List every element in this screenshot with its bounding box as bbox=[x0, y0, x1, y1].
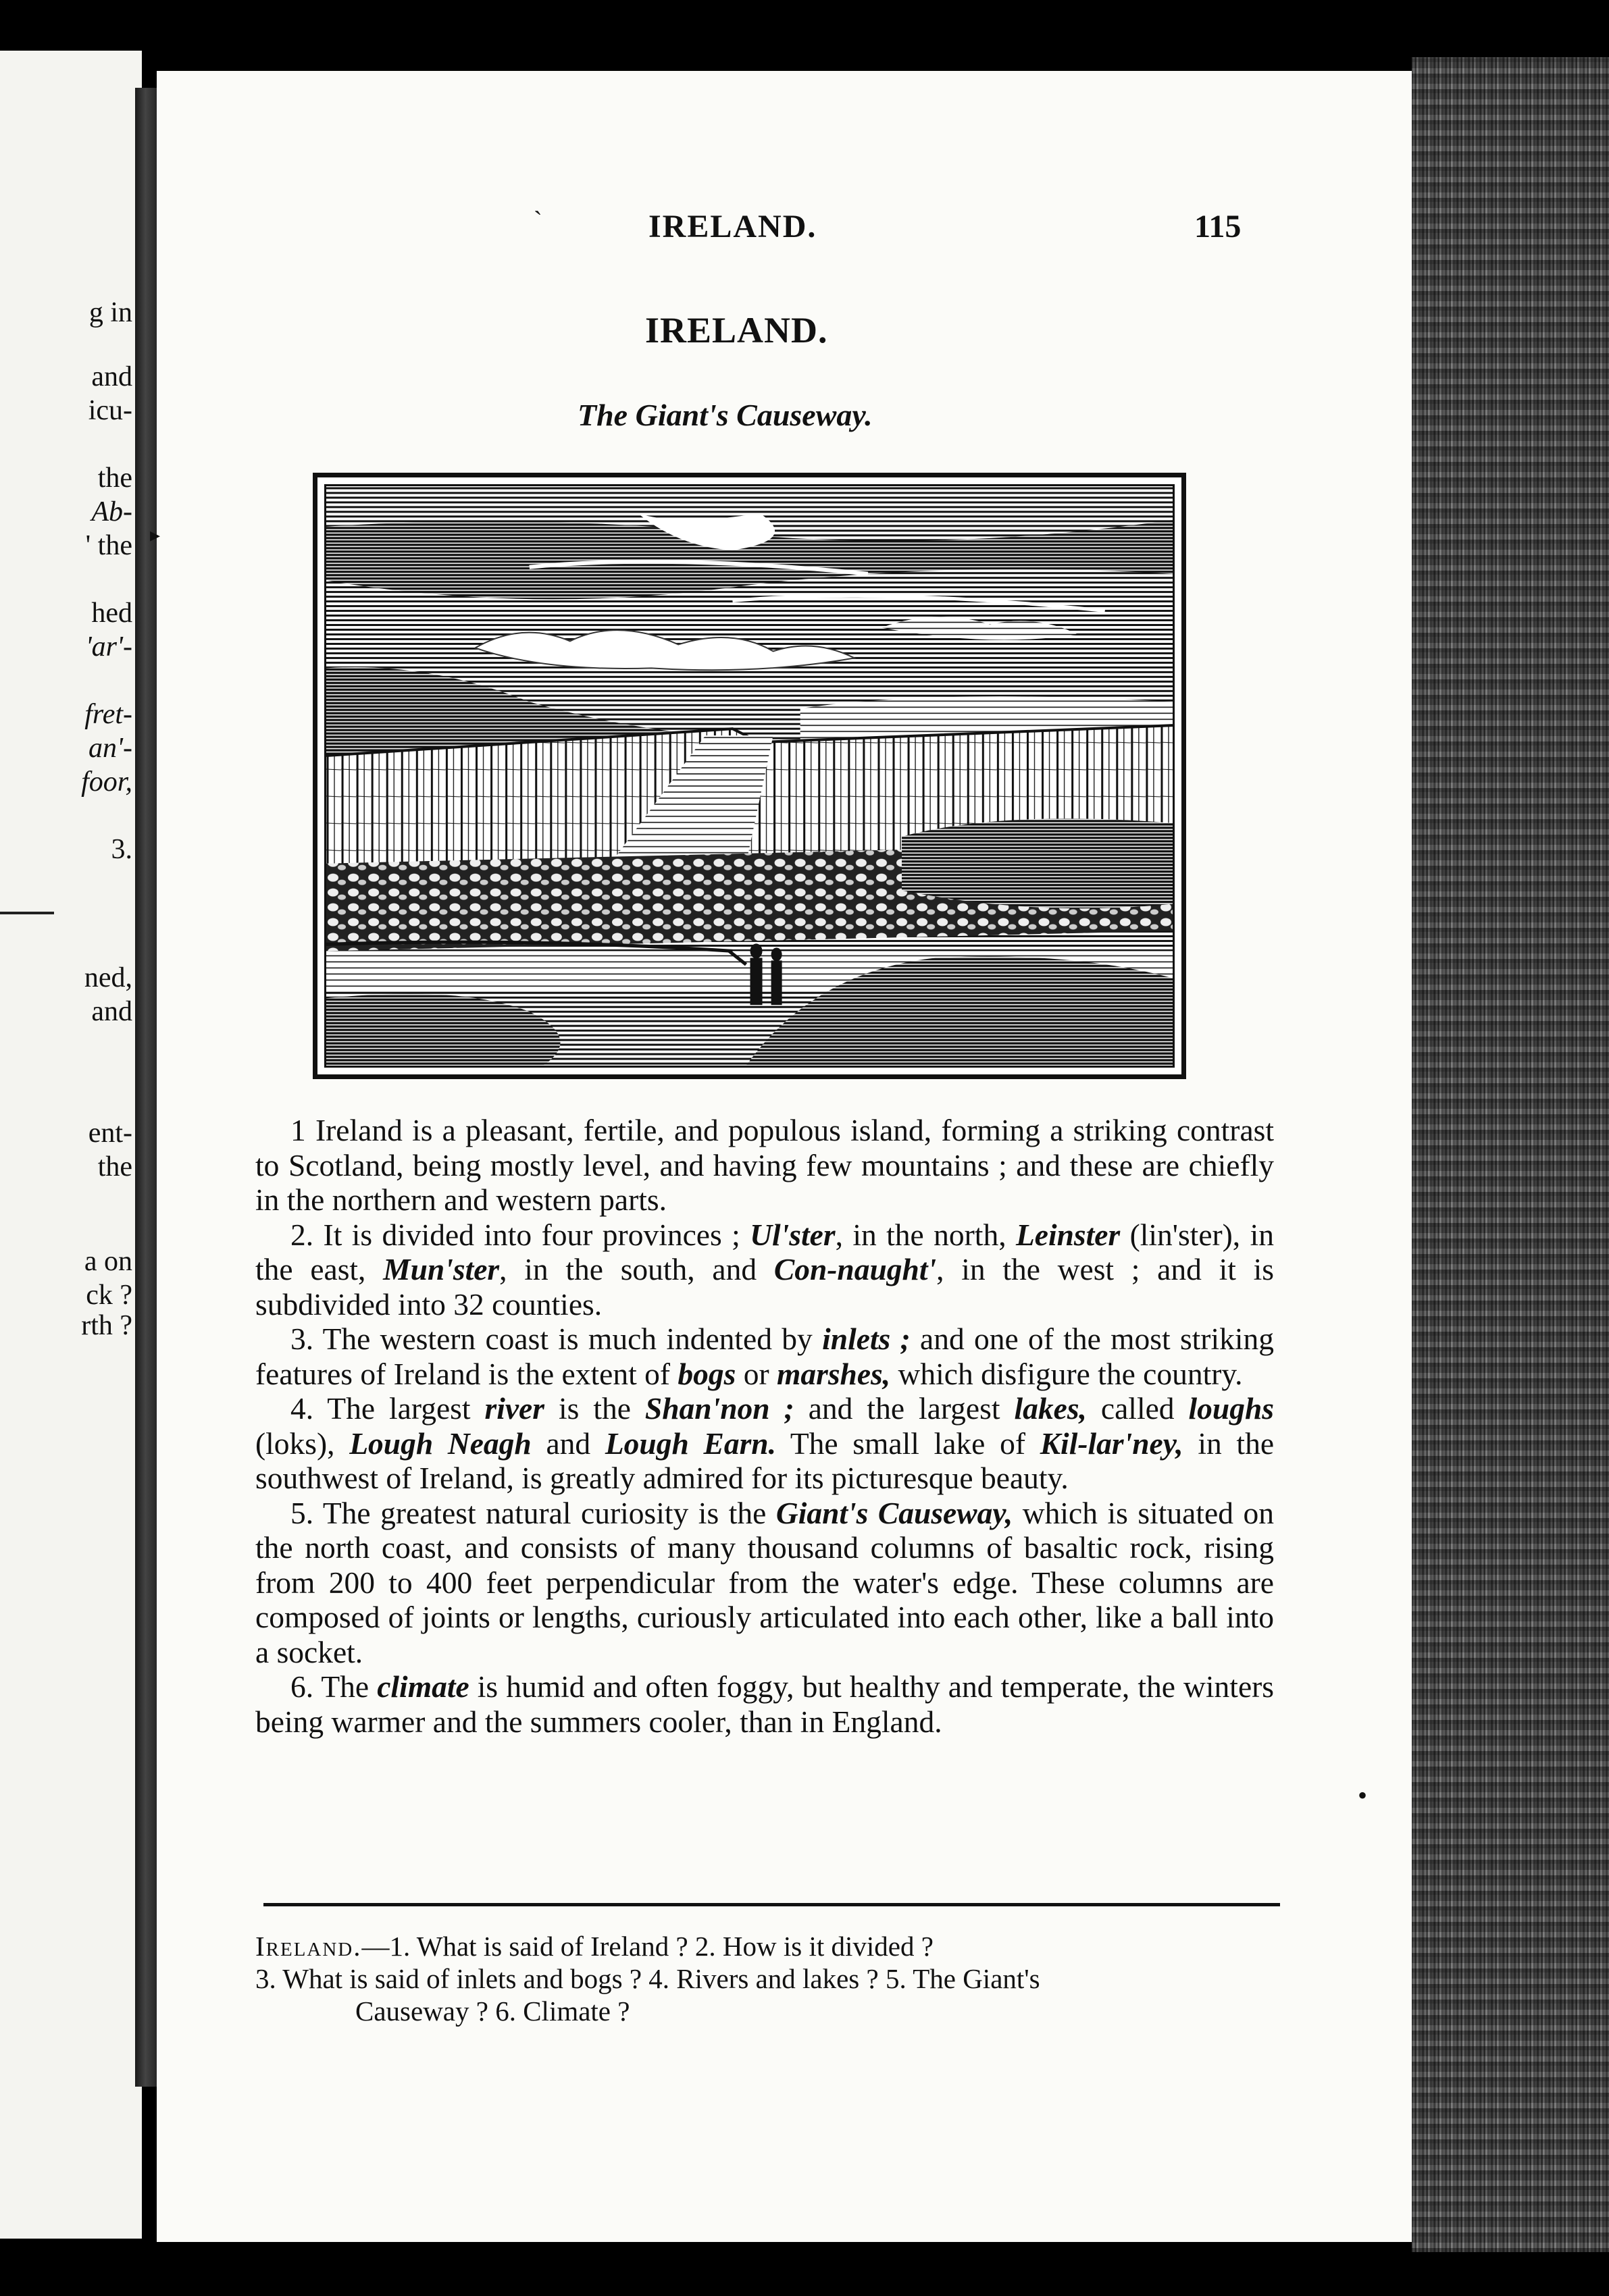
previous-page-fragment: 3. bbox=[111, 834, 132, 865]
previous-page-fragment: and bbox=[91, 996, 132, 1027]
causeway-engraving bbox=[326, 486, 1173, 1066]
paragraph-3 bbox=[255, 1322, 1274, 1391]
text-run: The small lake of bbox=[775, 1426, 1040, 1461]
previous-page-fragment: 'ar'- bbox=[85, 631, 132, 662]
previous-page-fragment: g in bbox=[88, 297, 132, 328]
previous-page-fragment: hed bbox=[91, 598, 132, 629]
body-text bbox=[255, 1113, 1274, 1739]
section-divider bbox=[263, 1903, 1280, 1906]
emphasized-term: Kil-lar'ney, bbox=[1040, 1426, 1183, 1461]
previous-page-fragment: ck ? bbox=[86, 1280, 132, 1311]
text-run: 6. The bbox=[290, 1669, 378, 1704]
emphasized-term: bogs bbox=[678, 1356, 736, 1391]
text-run: 2. It is divided into four provinces ; bbox=[290, 1217, 750, 1252]
emphasized-term: Leinster bbox=[1015, 1217, 1121, 1252]
paragraph-1 bbox=[255, 1113, 1274, 1218]
previous-page-fragment: icu- bbox=[88, 395, 132, 426]
previous-page-fragment: rth ? bbox=[81, 1310, 132, 1341]
text-run: 4. The largest bbox=[290, 1391, 485, 1426]
text-run: and bbox=[531, 1426, 605, 1461]
emphasized-term: marshes, bbox=[776, 1356, 891, 1391]
header-mark: ˋ bbox=[534, 207, 542, 235]
paragraph-2 bbox=[255, 1218, 1274, 1322]
previous-page-fragment: ent- bbox=[88, 1118, 132, 1149]
emphasized-term: inlets ; bbox=[822, 1322, 911, 1356]
text-run: 5. The greatest natural curiosity is the bbox=[290, 1495, 776, 1530]
emphasized-term: Ul'ster bbox=[750, 1217, 836, 1252]
text-run: in the southwest of Ireland, is greatly admired for its picturesque beauty. bbox=[255, 1426, 1275, 1495]
text-run: and one of the most striking features of Ireland is the extent of bbox=[255, 1322, 1274, 1391]
previous-page-fragment: ' the bbox=[85, 530, 132, 561]
questions-line-1: —1. What is said of Ireland ? 2. How is it divided ? bbox=[361, 1931, 934, 1962]
emphasized-term: Lough Neagh bbox=[349, 1426, 532, 1461]
text-run: 3. The western coast is much indented by bbox=[290, 1322, 823, 1356]
emphasized-term: climate bbox=[377, 1669, 469, 1704]
emphasized-term: Con-naught' bbox=[773, 1252, 937, 1286]
emphasized-term: loughs bbox=[1188, 1391, 1274, 1426]
page-edges bbox=[1412, 57, 1609, 2252]
text-run: which disfigure the country. bbox=[890, 1356, 1243, 1391]
previous-page-fragment: Ab- bbox=[91, 496, 132, 527]
previous-page-fragment: and bbox=[91, 361, 132, 392]
emphasized-term: Shan'non ; bbox=[644, 1391, 794, 1426]
previous-page-fragment: an'- bbox=[88, 733, 132, 764]
previous-page-rule bbox=[0, 912, 54, 914]
page-number: 115 bbox=[1194, 209, 1242, 244]
previous-page-fragment: foor, bbox=[81, 766, 132, 798]
previous-page-text bbox=[0, 0, 142, 1418]
side-bullet-mark: ▸ bbox=[150, 524, 161, 546]
chapter-title: IRELAND. bbox=[645, 310, 828, 350]
emphasized-term: river bbox=[484, 1391, 544, 1426]
previous-page-fragment: ned, bbox=[84, 962, 132, 993]
emphasized-term: Mun'ster bbox=[383, 1252, 500, 1286]
previous-page-fragment: the bbox=[97, 463, 132, 494]
text-run: or bbox=[736, 1356, 777, 1391]
text-run: is the bbox=[544, 1391, 645, 1426]
text-run: is humid and often foggy, but healthy and temperate, the winters being warmer and the summers cooler, than in England. bbox=[255, 1669, 1274, 1739]
questions-heading: Ireland. bbox=[255, 1931, 362, 1962]
text-run: , in the north, bbox=[835, 1217, 1016, 1252]
text-run: , in the west ; and it is subdivided into 32 counties. bbox=[255, 1252, 1274, 1322]
margin-bullet-mark: • bbox=[1358, 1780, 1368, 1810]
paragraph-5 bbox=[255, 1496, 1274, 1670]
text-run: which is situated on the north coast, and consists of many thousand columns of basaltic rock, rising from 200 to 400 feet perpendicular from the water's edge. These columns are composed of joints or lengths, curiously articulated into each other, like a ball into a socket. bbox=[255, 1495, 1274, 1669]
running-title: IRELAND. bbox=[648, 209, 817, 244]
paragraph-4 bbox=[255, 1391, 1274, 1496]
review-questions bbox=[255, 1930, 1282, 2027]
previous-page-fragment: a on bbox=[84, 1246, 132, 1277]
text-run: , in the south, and bbox=[499, 1252, 774, 1286]
emphasized-term: lakes, bbox=[1014, 1391, 1087, 1426]
text-run: (loks), bbox=[255, 1426, 350, 1461]
text-run: and the largest bbox=[794, 1391, 1015, 1426]
previous-page-fragment: the bbox=[97, 1151, 132, 1182]
paragraph-6 bbox=[255, 1669, 1274, 1739]
engraving-illustration bbox=[313, 473, 1186, 1079]
illustration-title: The Giant's Causeway. bbox=[578, 398, 873, 432]
questions-line-2: 3. What is said of inlets and bogs ? 4. Rivers and lakes ? 5. The Giant's bbox=[255, 1963, 1040, 1994]
emphasized-term: Giant's Causeway, bbox=[775, 1495, 1013, 1530]
text-run: called bbox=[1086, 1391, 1189, 1426]
questions-line-3: Causeway ? 6. Climate ? bbox=[355, 1995, 630, 2027]
emphasized-term: Lough Earn. bbox=[605, 1426, 776, 1461]
text-run: (lin'ster), in the east, bbox=[255, 1217, 1274, 1286]
text-run: 1 Ireland is a pleasant, fertile, and populous island, forming a striking contrast to Scotland, being mostly level, and having few mountains ; and these are chiefly in the northern and western parts. bbox=[255, 1113, 1274, 1217]
previous-page-fragment: fret- bbox=[84, 699, 132, 730]
